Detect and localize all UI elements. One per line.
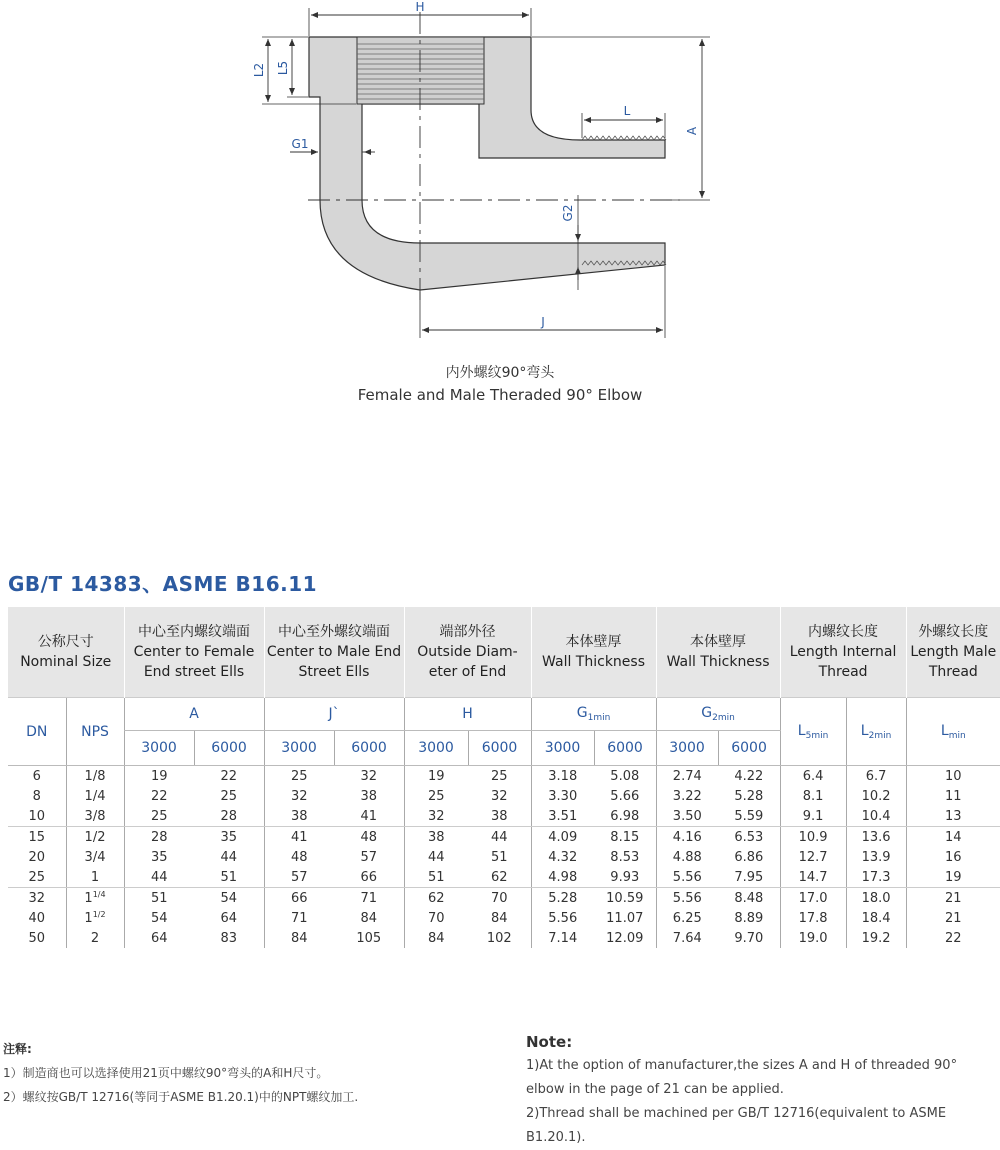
- cell-dn: 50: [28, 930, 46, 946]
- cell-l2: 19.2: [846, 928, 906, 948]
- cell-a3: 19: [124, 766, 194, 787]
- cell-g23: 5.56: [656, 867, 718, 888]
- table-row: [8, 888, 1000, 909]
- notes-cn: [3, 1037, 473, 1109]
- dim-label-g2: G2: [561, 204, 575, 222]
- header-male-thread: 外螺纹长度 Length Male Thread: [906, 607, 1000, 698]
- cell-dn: 32: [28, 890, 46, 906]
- cell-g13: 3.51: [531, 806, 594, 827]
- notes-cn-item-1: 1）制造商也可以选择使用21页中螺纹90°弯头的A和H尺寸。: [3, 1066, 329, 1080]
- cell-g26: 4.22: [734, 768, 764, 784]
- cell-lm: 14: [906, 827, 1000, 848]
- cell-nps: $1^{1/4}$: [66, 888, 124, 909]
- dim-label-j: J: [541, 315, 545, 329]
- cell-l5: 19.0: [780, 928, 846, 948]
- class-g2-6000: 6000: [718, 731, 780, 766]
- cell-lm: 13: [906, 806, 1000, 827]
- cell-a6: 25: [220, 788, 238, 804]
- cell-g13: 5.28: [531, 888, 594, 909]
- cell-dn: 6: [32, 768, 41, 784]
- cell-lm: 21: [906, 908, 1000, 928]
- cell-dn: 8: [32, 788, 41, 804]
- cell-g16: 8.15: [610, 829, 640, 845]
- cell-l2: 18.0: [846, 888, 906, 909]
- cell-g26: 5.28: [734, 788, 764, 804]
- table-row: [8, 847, 1000, 867]
- cell-a6: 44: [220, 849, 238, 865]
- cell-g13: 3.30: [531, 786, 594, 806]
- cell-h6: 102: [486, 930, 512, 946]
- cell-l5: 14.7: [780, 867, 846, 888]
- header-center-female: 中心至内螺纹端面 Center to Female End street Ells: [124, 607, 264, 698]
- cell-lm: 22: [906, 928, 1000, 948]
- elbow-drawing: [0, 0, 1000, 350]
- cell-dn: 20: [28, 849, 46, 865]
- cell-g16: 9.93: [594, 867, 656, 888]
- cell-g16: 11.07: [606, 910, 644, 926]
- cell-nps: 1/2: [66, 827, 124, 848]
- cell-j3: 71: [264, 908, 334, 928]
- sym-a: A: [124, 698, 264, 731]
- cell-h6: 25: [490, 768, 508, 784]
- header-center-male: 中心至外螺纹端面 Center to Male End Street Ells: [264, 607, 404, 698]
- cell-l5: 17.8: [780, 908, 846, 928]
- cell-h6: 70: [490, 890, 508, 906]
- cell-l5: 12.7: [780, 847, 846, 867]
- cell-j3: 25: [264, 766, 334, 787]
- cell-j6: 38: [360, 788, 378, 804]
- cell-a3: 35: [124, 847, 194, 867]
- cell-j6: 41: [334, 806, 404, 827]
- table-row: [8, 908, 1000, 928]
- cell-h6: 62: [468, 867, 531, 888]
- sym-dn: DN: [8, 698, 66, 766]
- notes-en-item-2: 2)Thread shall be machined per GB/T 12716(equivalent to ASME B1.20.1).: [526, 1106, 947, 1145]
- cell-h3: 25: [404, 786, 468, 806]
- dim-label-h: H: [415, 0, 425, 14]
- cell-lm: 19: [906, 867, 1000, 888]
- cell-l2: 13.6: [846, 827, 906, 848]
- header-nominal-size: 公称尺寸 Nominal Size: [8, 607, 124, 698]
- cell-g23: 5.56: [656, 888, 718, 909]
- cell-j3: 32: [264, 786, 334, 806]
- cell-a3: 51: [124, 888, 194, 909]
- class-g2-3000: 3000: [656, 731, 718, 766]
- notes-cn-item-2: 2）螺纹按GB/T 12716(等同于ASME B1.20.1)中的NPT螺纹加工.: [3, 1090, 359, 1104]
- table-row: [8, 827, 1000, 848]
- class-g1-6000: 6000: [594, 731, 656, 766]
- notes-en: [526, 1030, 996, 1150]
- cell-a6: 51: [194, 867, 264, 888]
- cell-g16: 12.09: [606, 930, 644, 946]
- class-h-6000: 6000: [468, 731, 531, 766]
- cell-dn: 25: [8, 867, 66, 888]
- sym-l2: $L_{2min}$: [846, 698, 906, 766]
- notes-en-item-1: 1)At the option of manufacturer,the sizes A and H of threaded 90° elbow in the page of 21 can be applied.: [526, 1058, 958, 1097]
- cell-g26: 9.70: [734, 930, 764, 946]
- cell-h6: 38: [468, 806, 531, 827]
- cell-g16: 5.66: [610, 788, 640, 804]
- cell-g16: 6.98: [594, 806, 656, 827]
- sym-lmin: $L_{min}$: [906, 698, 1000, 766]
- cell-a6: 22: [220, 768, 238, 784]
- cell-g26: 6.53: [734, 829, 764, 845]
- cell-a6: 54: [220, 890, 238, 906]
- cell-l2: 17.3: [846, 867, 906, 888]
- cell-g26: 6.86: [734, 849, 764, 865]
- cell-l5: 8.1: [780, 786, 846, 806]
- class-a-6000: 6000: [194, 731, 264, 766]
- cell-l5: 6.4: [780, 766, 846, 787]
- notes-en-title: Note:: [526, 1033, 573, 1051]
- cell-h6: 84: [490, 910, 508, 926]
- cell-a3: 54: [124, 908, 194, 928]
- cell-g23: 3.22: [656, 786, 718, 806]
- sym-j: J`: [264, 698, 404, 731]
- cell-g16: 8.53: [610, 849, 640, 865]
- drawing-caption-en: Female and Male Theraded 90° Elbow: [357, 386, 643, 404]
- cell-nps: $1^{1/2}$: [66, 908, 124, 928]
- cell-g26: 8.89: [734, 910, 764, 926]
- dim-label-g1: G1: [291, 137, 309, 151]
- cell-g26: 8.48: [734, 890, 764, 906]
- cell-a6: 28: [194, 806, 264, 827]
- cell-j6: 57: [360, 849, 378, 865]
- cell-g23: 2.74: [656, 766, 718, 787]
- cell-l2: 10.2: [846, 786, 906, 806]
- cell-h3: 44: [404, 847, 468, 867]
- table-group-3: [8, 888, 1000, 949]
- dim-label-a: A: [685, 126, 699, 136]
- cell-h3: 62: [404, 888, 468, 909]
- dim-label-l2: L2: [252, 62, 266, 78]
- cell-nps: 1: [66, 867, 124, 888]
- cell-j6: 48: [360, 829, 378, 845]
- cell-g16: 10.59: [606, 890, 644, 906]
- cell-l5: 10.9: [780, 827, 846, 848]
- standard-title: GB/T 14383、ASME B16.11: [8, 572, 318, 596]
- cell-g23: 4.16: [656, 827, 718, 848]
- class-g1-3000: 3000: [531, 731, 594, 766]
- cell-g23: 4.88: [656, 847, 718, 867]
- cell-j3: 66: [264, 888, 334, 909]
- table-row: [8, 806, 1000, 827]
- notes-cn-title: 注释:: [3, 1042, 32, 1056]
- table-row: [8, 766, 1000, 787]
- cell-h6: 44: [490, 829, 508, 845]
- header-wall-thickness-1: 本体壁厚 Wall Thickness: [531, 607, 656, 698]
- class-j-6000: 6000: [334, 731, 404, 766]
- cell-a3: 64: [124, 928, 194, 948]
- cell-nps: 1/8: [66, 766, 124, 787]
- cell-g23: 7.64: [656, 928, 718, 948]
- cell-j3: 57: [264, 867, 334, 888]
- cell-l2: 6.7: [846, 766, 906, 787]
- cell-g13: 7.14: [531, 928, 594, 948]
- cell-j6: 71: [360, 890, 378, 906]
- cell-g23: 3.50: [656, 806, 718, 827]
- cell-nps: 3/8: [66, 806, 124, 827]
- sym-nps: NPS: [66, 698, 124, 766]
- header-internal-thread: 内螺纹长度 Length Internal Thread: [780, 607, 906, 698]
- sym-g2: $G_{2min}$: [656, 698, 780, 731]
- cell-a3: 44: [124, 867, 194, 888]
- cell-h3: 38: [404, 827, 468, 848]
- cell-g13: 4.98: [531, 867, 594, 888]
- table-symbol-row: [8, 698, 1000, 731]
- cell-j3: 84: [264, 928, 334, 948]
- table-header-row: [8, 607, 1000, 698]
- cell-l2: 13.9: [846, 847, 906, 867]
- cell-a3: 28: [124, 827, 194, 848]
- class-a-3000: 3000: [124, 731, 194, 766]
- cell-g13: 4.32: [531, 847, 594, 867]
- drawing-caption-cn: 内外螺纹90°弯头: [445, 365, 555, 381]
- cell-a6: 35: [220, 829, 238, 845]
- sym-l5: $L_{5min}$: [780, 698, 846, 766]
- cell-dn: 10: [8, 806, 66, 827]
- header-wall-thickness-2: 本体壁厚 Wall Thickness: [656, 607, 780, 698]
- cell-h3: 70: [404, 908, 468, 928]
- cell-lm: 10: [906, 766, 1000, 787]
- cell-dn: 15: [28, 829, 46, 845]
- table-group-1: [8, 766, 1000, 827]
- cell-g13: 4.09: [531, 827, 594, 848]
- cell-lm: 11: [906, 786, 1000, 806]
- cell-a3: 25: [124, 806, 194, 827]
- class-j-3000: 3000: [264, 731, 334, 766]
- header-outside-diameter: 端部外径 Outside Diam-eter of End: [404, 607, 531, 698]
- male-thread-top: [582, 136, 666, 140]
- cell-nps: 1/4: [66, 786, 124, 806]
- cell-nps: 3/4: [66, 847, 124, 867]
- cell-a6: 83: [220, 930, 238, 946]
- table-row: [8, 786, 1000, 806]
- table-row: [8, 867, 1000, 888]
- cell-dn: 40: [28, 910, 46, 926]
- cell-g26: 5.59: [718, 806, 780, 827]
- sym-h: H: [404, 698, 531, 731]
- cell-l2: 18.4: [846, 908, 906, 928]
- cell-l5: 9.1: [780, 806, 846, 827]
- cell-a3: 22: [124, 786, 194, 806]
- cell-g23: 6.25: [656, 908, 718, 928]
- cell-j3: 48: [264, 847, 334, 867]
- dim-label-l5: L5: [276, 60, 290, 76]
- cell-a6: 64: [220, 910, 238, 926]
- cell-h3: 51: [404, 867, 468, 888]
- cell-h3: 32: [404, 806, 468, 827]
- sym-g1: $G_{1min}$: [531, 698, 656, 731]
- class-h-3000: 3000: [404, 731, 468, 766]
- cell-j6: 84: [360, 910, 378, 926]
- cell-g26: 7.95: [718, 867, 780, 888]
- cell-g16: 5.08: [610, 768, 640, 784]
- cell-g13: 3.18: [531, 766, 594, 787]
- cell-h6: 32: [490, 788, 508, 804]
- cell-j6: 32: [360, 768, 378, 784]
- cell-j6: 105: [356, 930, 382, 946]
- cell-h3: 84: [404, 928, 468, 948]
- cell-lm: 21: [906, 888, 1000, 909]
- cell-j3: 41: [264, 827, 334, 848]
- cell-lm: 16: [906, 847, 1000, 867]
- dimension-table: [8, 607, 1000, 948]
- table-row: [8, 928, 1000, 948]
- cell-g13: 5.56: [531, 908, 594, 928]
- dim-label-l: L: [623, 104, 631, 118]
- cell-l5: 17.0: [780, 888, 846, 909]
- cell-j6: 66: [334, 867, 404, 888]
- cell-nps: 2: [66, 928, 124, 948]
- table-group-2: [8, 827, 1000, 888]
- cell-h3: 19: [404, 766, 468, 787]
- cell-l2: 10.4: [846, 806, 906, 827]
- cell-h6: 51: [490, 849, 508, 865]
- cell-j3: 38: [264, 806, 334, 827]
